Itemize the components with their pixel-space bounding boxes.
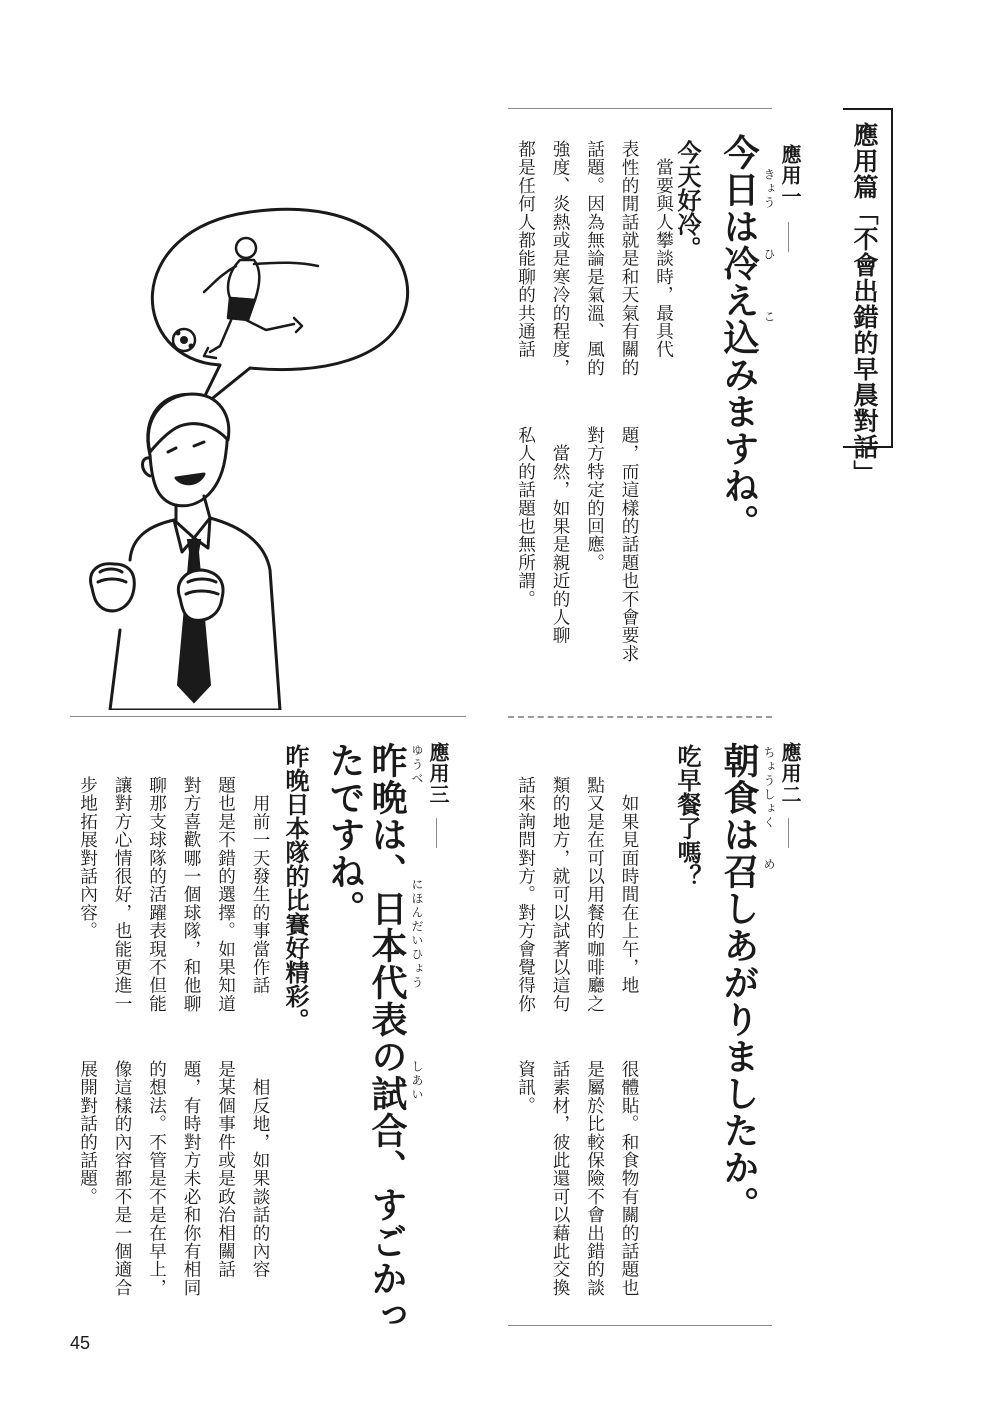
section-3-translation: 昨晚日本隊的比賽好精彩。 <box>281 744 309 1032</box>
paragraph-line: 資訊。 <box>515 1060 536 1115</box>
section-3-body-right <box>70 776 277 1034</box>
section-3-body-left <box>70 1060 277 1305</box>
paragraph-line: 話來詢問對方。對方會覺得你 <box>515 776 536 1013</box>
paragraph-line: 很體貼。和食物有關的話題也 <box>619 1060 639 1297</box>
section-1-label: 應用一 <box>778 144 802 207</box>
paragraph-line: 類的地方，就可以試著以這句 <box>550 776 570 1013</box>
man-thinking-of-soccer-icon <box>70 190 450 710</box>
page-number: 45 <box>70 1333 91 1353</box>
section-1-ruby-3: こ <box>762 310 776 324</box>
paragraph-line: 是某個事件或是政治相關話 <box>215 1060 236 1279</box>
section-2-body-left <box>508 1060 646 1305</box>
section-3-ruby-1: ゆうべ <box>410 744 424 786</box>
section-2-bottom-rule <box>508 1325 772 1326</box>
paragraph-line: 像這樣的內容都不是一個適合 <box>112 1060 132 1297</box>
paragraph-line: 強度、炎熱或是寒冷的程度， <box>550 140 570 377</box>
paragraph-line: 是屬於比較保險不會出錯的談 <box>584 1060 605 1297</box>
paragraph-line: 話題。因為無論是氣溫、風的 <box>584 140 605 377</box>
paragraph-line: 展開對話的話題。 <box>77 1060 98 1206</box>
paragraph-line: 題也是不錯的選擇。如果知道 <box>215 776 236 1013</box>
section-2-phrase: 朝食は召しあがりましたか。 <box>718 742 759 1223</box>
section-1-ruby-2: ひ <box>762 248 776 262</box>
paragraph-line: 對方喜歡哪一個球隊，和他聊 <box>181 776 201 1013</box>
chapter-title: 應用篇「不會出錯的早晨對話」 <box>850 122 879 486</box>
section-2-body-right <box>508 776 646 1034</box>
section-3-phrase-line-1: 昨晩は、日本代表の試合、すごかっ <box>366 742 407 1334</box>
section-2-translation: 吃早餐了嗎？ <box>673 744 701 888</box>
section-2-label-line <box>788 818 789 848</box>
section-3-label-line <box>436 818 437 848</box>
section-2-ruby-1: ちょうしょく <box>762 746 776 830</box>
paragraph-line: 題，而這樣的話題也不會要求 <box>619 426 639 663</box>
section-1-body-right <box>508 140 681 400</box>
paragraph-line: 讓對方心情很好，也能更進一 <box>112 776 132 1013</box>
left-fist <box>91 564 135 611</box>
section-1-label-line <box>788 222 789 252</box>
paragraph-line: 私人的話題也無所謂。 <box>515 426 536 608</box>
section-3-ruby-3: しあい <box>410 1060 424 1102</box>
section-3-phrase-line-2: たですね。 <box>324 742 365 927</box>
section-2-ruby-2: め <box>762 858 776 872</box>
section-1-ruby-1: きょう <box>762 168 776 210</box>
thought-bubble <box>152 209 407 410</box>
paragraph-line: 表性的閒話就是和天氣有關的 <box>619 140 639 377</box>
paragraph-line: 步地拓展對話內容。 <box>77 776 98 940</box>
section-1-phrase: 今日は冷え込みますね。 <box>718 134 759 541</box>
paragraph-line: 如果見面時間在上午，地 <box>619 776 639 995</box>
paragraph-line: 對方特定的回應。 <box>584 426 605 572</box>
paragraph-line: 的想法。不管是不是在早上， <box>146 1060 167 1297</box>
paragraph-line: 當然，如果是親近的人聊 <box>550 426 570 645</box>
section-3-ruby-2: にほんだいひょう <box>410 878 424 990</box>
paragraph-line: 相反地，如果談話的內容 <box>250 1060 270 1279</box>
soccer-ball <box>173 329 195 351</box>
section-1-translation: 今天好冷。 <box>673 140 701 260</box>
paragraph-line: 題，有時對方未必和你有相同 <box>181 1060 201 1297</box>
paragraph-line: 當要與人攀談時，最具代 <box>653 140 674 359</box>
paragraph-line: 聊那支球隊的活躍表現不但能 <box>146 776 167 1013</box>
section-3-top-rule <box>70 716 466 717</box>
section-1-top-rule <box>508 108 772 109</box>
section-divider-dashed <box>508 716 772 718</box>
paragraph-line: 點又是在可以用餐的咖啡廳之 <box>584 776 605 1013</box>
section-3-label: 應用三 <box>426 742 450 805</box>
section-2-label: 應用二 <box>778 742 802 805</box>
paragraph-line: 話素材，彼此還可以藉此交換 <box>550 1060 570 1297</box>
section-1-body-left <box>508 426 646 686</box>
paragraph-line: 都是任何人都能聊的共通話 <box>515 140 536 359</box>
paragraph-line: 用前一天發生的事當作話 <box>250 776 270 995</box>
